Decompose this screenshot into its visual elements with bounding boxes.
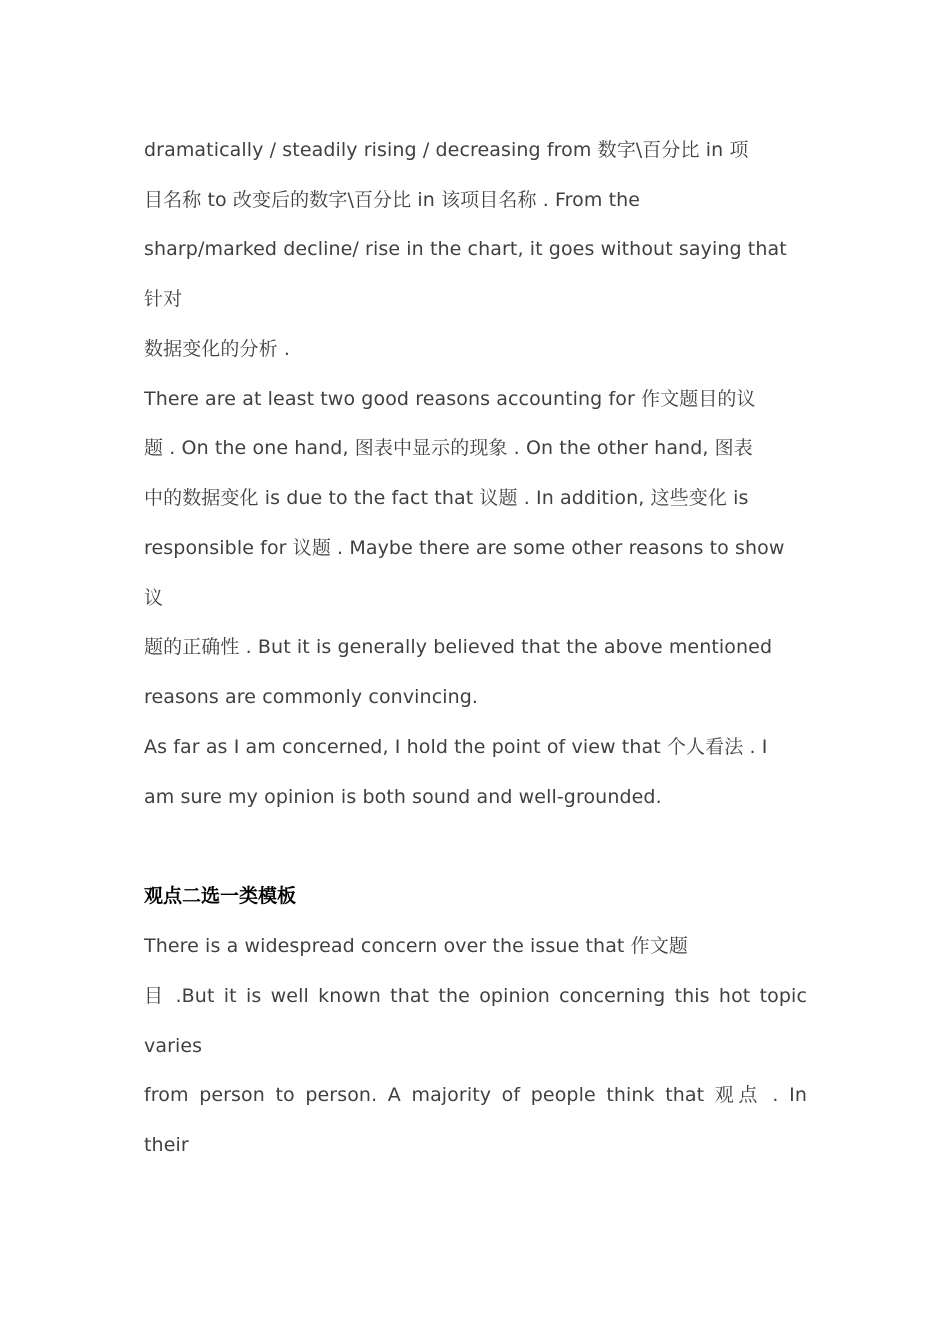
text-line: There are at least two good reasons accounting for 作文题目的议 xyxy=(144,388,756,410)
text-line: am sure my opinion is both sound and well-grounded. xyxy=(144,786,662,808)
text-line: 数据变化的分析 . xyxy=(144,338,290,360)
text-line: As far as I am concerned, I hold the point of view that 个人看法 . I xyxy=(144,736,768,758)
text-line: 题 . On the one hand, 图表中显示的现象 . On the other hand, 图表 xyxy=(144,437,753,459)
text-line: 针对 xyxy=(144,288,183,310)
text-line: 目 .But it is well known that the opinion concerning this hot topic xyxy=(144,985,807,1007)
text-line: from person to person. A majority of people think that 观点 . In xyxy=(144,1084,807,1106)
text-line: 题的正确性 . But it is generally believed that the above mentioned xyxy=(144,636,773,658)
section-heading: 观点二选一类模板 xyxy=(144,885,297,907)
text-line: sharp/marked decline/ rise in the chart, it goes without saying that xyxy=(144,238,787,260)
text-line: varies xyxy=(144,1035,203,1057)
text-line: 议 xyxy=(144,587,164,609)
text-line: responsible for 议题 . Maybe there are some other reasons to show xyxy=(144,537,785,559)
text-line: dramatically / steadily rising / decreasing from 数字\百分比 in 项 xyxy=(144,139,749,161)
text-line: 中的数据变化 is due to the fact that 议题 . In addition, 这些变化 is xyxy=(144,487,749,509)
text-line: their xyxy=(144,1134,189,1156)
text-line: reasons are commonly convincing. xyxy=(144,686,479,708)
text-line: 目名称 to 改变后的数字\百分比 in 该项目名称 . From the xyxy=(144,189,641,211)
text-line: There is a widespread concern over the issue that 作文题 xyxy=(144,935,688,957)
